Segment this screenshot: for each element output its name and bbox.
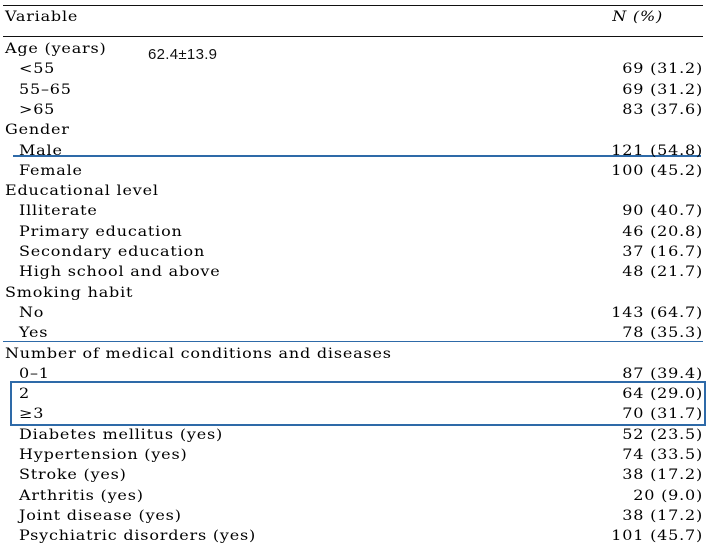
row-label: Primary education: [19, 223, 183, 240]
row-value: 121 (54.8): [611, 142, 703, 159]
gender-underline: [13, 155, 701, 157]
row-label: ≥3: [19, 405, 45, 422]
row-label: Secondary education: [19, 243, 206, 260]
row-category-label: Age (years): [5, 40, 107, 57]
top-rule: [3, 5, 703, 6]
row-value: 74 (33.5): [622, 446, 703, 463]
row-value: 87 (39.4): [622, 365, 703, 382]
header-rule: [3, 36, 703, 37]
row-value: 90 (40.7): [622, 202, 703, 219]
row-value: 52 (23.5): [622, 426, 703, 443]
row-category-label: Gender: [5, 121, 70, 138]
row-label: Yes: [19, 324, 49, 341]
row-label: Psychiatric disorders (yes): [19, 527, 257, 544]
row-label: Joint disease (yes): [19, 507, 182, 524]
age-mean-annotation: 62.4±13.9: [148, 46, 218, 63]
row-label: Illiterate: [19, 202, 98, 219]
row-label: No: [19, 304, 45, 321]
row-value: 143 (64.7): [611, 304, 703, 321]
row-label: >65: [19, 101, 56, 118]
row-label: <55: [19, 60, 56, 77]
row-label: Female: [19, 162, 83, 179]
row-value: 69 (31.2): [622, 81, 703, 98]
row-label: Diabetes mellitus (yes): [19, 426, 224, 443]
row-value: 37 (16.7): [622, 243, 703, 260]
row-value: 100 (45.2): [611, 162, 703, 179]
conditions-highlight-box: [10, 381, 706, 426]
row-label: Male: [19, 142, 63, 159]
row-label: 2: [19, 385, 30, 402]
row-value: 38 (17.2): [622, 507, 703, 524]
row-category-label: Smoking habit: [5, 284, 134, 301]
row-category-label: Number of medical conditions and diseases: [5, 345, 392, 362]
row-label: Hypertension (yes): [19, 446, 188, 463]
row-value: 70 (31.7): [622, 405, 703, 422]
row-value: 46 (20.8): [622, 223, 703, 240]
header-variable: Variable: [5, 8, 79, 25]
row-value: 48 (21.7): [622, 263, 703, 280]
row-label: 55–65: [19, 81, 72, 98]
row-category-label: Educational level: [5, 182, 159, 199]
row-value: 101 (45.7): [611, 527, 703, 544]
row-value: 38 (17.2): [622, 466, 703, 483]
row-value: 78 (35.3): [622, 324, 703, 341]
row-label: Stroke (yes): [19, 466, 127, 483]
row-label: 0–1: [19, 365, 50, 382]
row-value: 64 (29.0): [622, 385, 703, 402]
row-value: 20 (9.0): [633, 487, 703, 504]
row-label: High school and above: [19, 263, 221, 280]
row-value: 83 (37.6): [622, 101, 703, 118]
row-value: 69 (31.2): [622, 60, 703, 77]
row-label: Arthritis (yes): [19, 487, 144, 504]
header-n-percent: N (%): [612, 8, 663, 25]
smoking-underline: [3, 341, 703, 342]
